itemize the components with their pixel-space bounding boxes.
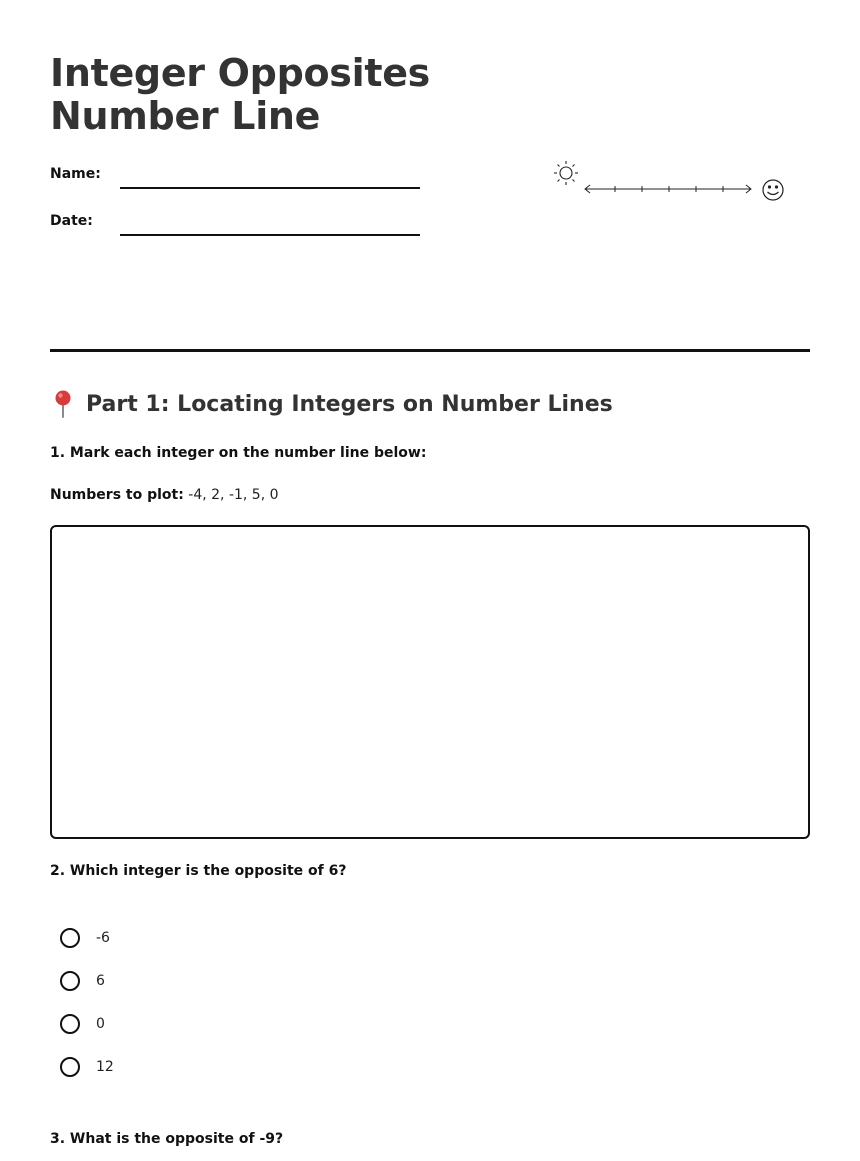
option-label: -6 (96, 930, 110, 946)
radio-button[interactable] (60, 971, 80, 991)
question-3-prompt: 3. What is the opposite of -9? (50, 1131, 284, 1147)
numbers-to-plot (50, 487, 279, 503)
radio-button[interactable] (60, 1057, 80, 1077)
option-item[interactable] (60, 1012, 360, 1055)
date-label: Date: (50, 213, 93, 229)
date-line[interactable] (120, 234, 420, 236)
radio-button[interactable] (60, 928, 80, 948)
numbers-to-plot-label: Numbers to plot: (50, 487, 184, 503)
option-item[interactable] (60, 1055, 360, 1098)
title-line-2: Number Line (50, 94, 321, 138)
part-1-heading-text: Part 1: Locating Integers on Number Lines (86, 391, 613, 417)
radio-button[interactable] (60, 1014, 80, 1034)
section-divider (50, 349, 810, 352)
title-line-1: Integer Opposites (50, 51, 430, 95)
question-1-prompt: 1. Mark each integer on the number line below: (50, 445, 427, 461)
sun-icon (554, 161, 578, 185)
name-line[interactable] (120, 187, 420, 189)
smiley-icon (763, 180, 783, 200)
name-field[interactable] (50, 162, 420, 192)
name-label: Name: (50, 166, 101, 182)
number-line-icon (585, 185, 751, 193)
numbers-to-plot-value: -4, 2, -1, 5, 0 (183, 487, 279, 503)
number-line-answer-box[interactable] (50, 525, 810, 839)
option-label: 0 (96, 1016, 105, 1032)
option-item[interactable] (60, 969, 360, 1012)
header-illustration-svg (548, 158, 788, 208)
question-2-options (60, 926, 360, 1098)
date-field[interactable] (50, 209, 420, 239)
header-illustration (548, 158, 788, 208)
option-label: 12 (96, 1059, 114, 1075)
part-1-heading (50, 388, 613, 420)
worksheet-title (50, 52, 430, 138)
question-2-prompt: 2. Which integer is the opposite of 6? (50, 863, 347, 879)
pushpin-icon (50, 389, 76, 419)
option-label: 6 (96, 973, 105, 989)
option-item[interactable] (60, 926, 360, 969)
